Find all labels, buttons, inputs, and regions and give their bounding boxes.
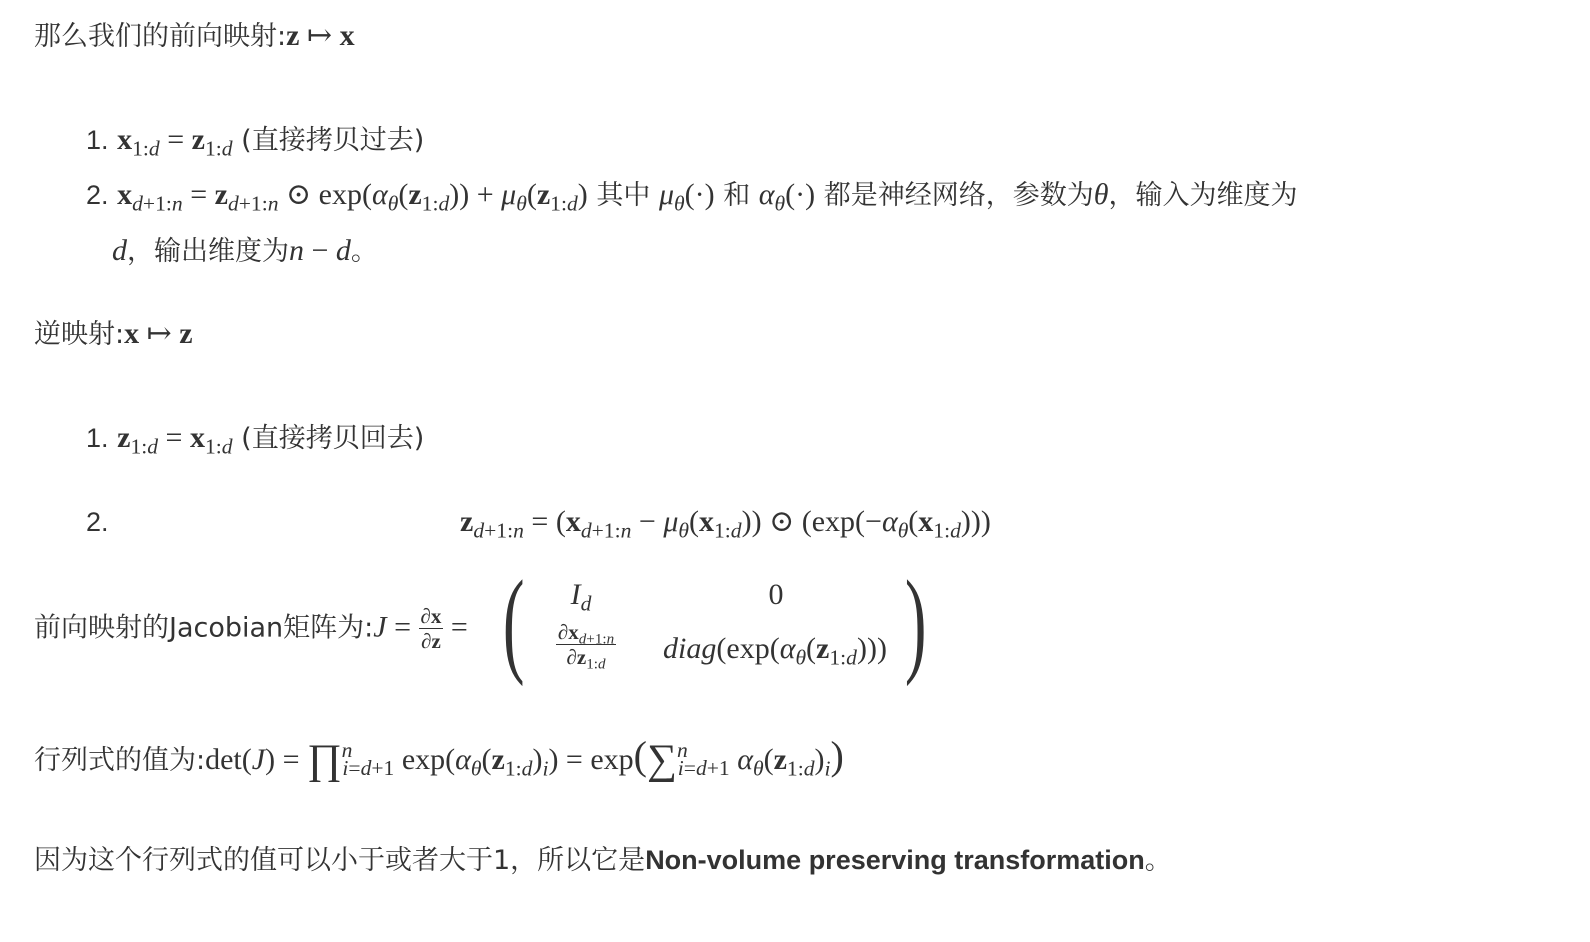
- text: 其中: [596, 180, 651, 211]
- forward-item-1: [86, 122, 424, 159]
- alpha-symbol: $\alpha_\theta(\cdot)$: [758, 178, 816, 216]
- dx-dz-fraction: $\frac{\partial x}{\partial z}$: [420, 604, 442, 653]
- forward-heading-text: 那么我们的前向映射:: [34, 21, 287, 52]
- list-number: 2.: [86, 507, 109, 537]
- conclusion-text: 因为这个行列式的值可以小于或者大于1，所以它是: [34, 845, 646, 876]
- item-note: (直接拷贝过去): [241, 125, 425, 156]
- list-number: 2.: [86, 180, 109, 210]
- text: ，输出维度为: [127, 236, 289, 267]
- determinant-line: [34, 733, 844, 783]
- forward-heading: [34, 18, 355, 55]
- forward-item-2-cont: [112, 233, 378, 270]
- matrix-cell-identity: $I_d$: [570, 578, 592, 616]
- inverse-item-2-number: [86, 504, 109, 541]
- list-number: 1.: [86, 423, 109, 453]
- d-symbol: d: [112, 234, 127, 267]
- matrix-cell-partial: $\frac{\partial x_{d+1:n}}{\partial z_{1:d}}$: [557, 620, 615, 673]
- jacobian-line: [34, 606, 468, 652]
- determinant-eq: det(J) = ∏$^n_{i=d+1}$ $\exp(\alpha_\theta(z_{1:d})_i) = \exp(\sum^n_{i=d+1}$ $\alpha_\theta(z_{1:d})_i$): [205, 733, 844, 783]
- inverse-heading-text: 逆映射:: [34, 319, 125, 350]
- forward-heading-math: z ↦ x: [286, 19, 355, 52]
- matrix-cell-zero: 0: [768, 578, 784, 611]
- inverse-item-1: [86, 420, 424, 457]
- jacobian-matrix: [500, 556, 940, 687]
- conclusion-line: [34, 842, 1172, 879]
- equals: =: [443, 610, 468, 644]
- conclusion-bold: Non-volume preserving transformation: [645, 845, 1145, 875]
- theta-symbol: θ: [1093, 178, 1109, 211]
- determinant-label: 行列式的值为:: [34, 745, 206, 776]
- list-number: 1.: [86, 125, 109, 155]
- right-paren: ): [904, 556, 927, 687]
- inverse-heading: [34, 316, 193, 353]
- left-paren: (: [502, 556, 525, 687]
- conclusion-end: 。: [1144, 845, 1172, 876]
- text: 都是神经网络，参数为: [823, 180, 1094, 211]
- equation: $z_{1:d} = x_{1:d}$: [117, 421, 233, 459]
- jacobian-label: 前向映射的Jacobian矩阵为:: [34, 612, 374, 644]
- text: 。: [350, 236, 378, 267]
- forward-item-2: [86, 177, 1297, 214]
- equation: $x_{1:d} = z_{1:d}$: [117, 123, 233, 161]
- text: ，输入为维度为: [1108, 180, 1298, 211]
- item-note: (直接拷贝回去): [241, 423, 425, 454]
- text: 和: [723, 180, 751, 211]
- n-minus-d: n − d: [289, 234, 351, 267]
- equation: $x_{d+1:n} = z_{d+1:n}$ ⊙ $\exp(\alpha_\theta(z_{1:d})) + \mu_\theta(z_{1:d})$: [117, 178, 588, 216]
- inverse-item-2-equation: [460, 504, 991, 541]
- jacobian-eq: J =: [373, 610, 419, 644]
- equation: $z_{d+1:n} = (x_{d+1:n} - \mu_\theta(x_{1:d}))$ ⊙ $(\exp(-\alpha_\theta(x_{1:d})))$: [460, 505, 991, 543]
- mu-symbol: $\mu_\theta(\cdot)$: [658, 178, 715, 216]
- inverse-heading-math: x ↦ z: [124, 317, 193, 350]
- matrix-cell-diag: $diag(\exp(\alpha_\theta(z_{1:d})))$: [663, 632, 887, 670]
